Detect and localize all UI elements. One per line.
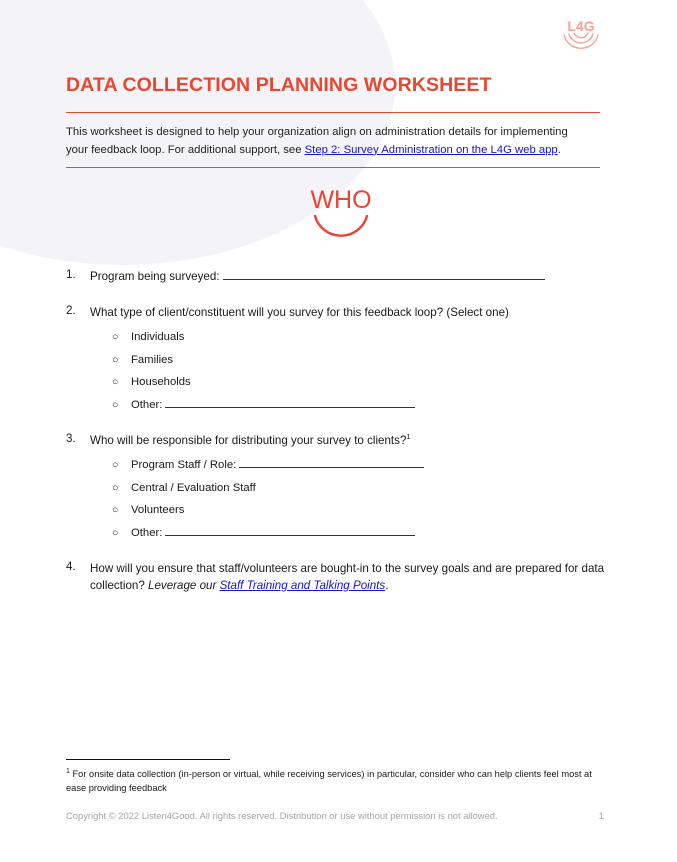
- question-3-text: Who will be responsible for distributing your survey to clients?$^1$: [90, 432, 411, 447]
- copyright-text: Copyright © 2022 Listen4Good. All rights reserved. Distribution or use without permission is not allowed.: [66, 810, 498, 821]
- footnote: [66, 768, 596, 795]
- footnote-number: 1: [66, 767, 70, 775]
- svg-text:WHO: WHO: [310, 186, 372, 214]
- option-other-blank-line[interactable]: [165, 397, 415, 408]
- question-1-text: Program being surveyed:: [90, 268, 606, 285]
- radio-circle-icon[interactable]: ○: [112, 481, 119, 494]
- footnote-separator: [66, 759, 230, 760]
- option-central-evaluation-staff[interactable]: [112, 480, 606, 496]
- radio-circle-icon[interactable]: ○: [112, 331, 119, 343]
- question-1-blank-line[interactable]: [223, 269, 545, 280]
- question-3-options: [66, 457, 606, 541]
- option-other-q2[interactable]: [112, 397, 606, 413]
- question-1-number: 1.: [66, 268, 76, 281]
- question-3-number: 3.: [66, 432, 76, 445]
- option-label: Other:: [131, 526, 163, 539]
- question-2-number: 2.: [66, 304, 76, 317]
- question-4-number: 4.: [66, 560, 76, 573]
- radio-circle-icon[interactable]: ○: [112, 504, 119, 516]
- page-footer: [66, 810, 604, 821]
- question-2-text: What type of client/constituent will you survey for this feedback loop? (Select one): [90, 306, 509, 319]
- radio-circle-icon[interactable]: ○: [112, 526, 119, 539]
- option-other-q3[interactable]: [112, 525, 606, 541]
- option-program-staff-role[interactable]: [112, 457, 606, 473]
- page-number: 1: [598, 810, 604, 821]
- question-4: [66, 560, 606, 594]
- option-other-blank-line[interactable]: [165, 525, 415, 536]
- staff-training-link[interactable]: Staff Training and Talking Points: [219, 579, 386, 592]
- intro-text-tail: .: [557, 143, 561, 156]
- option-label: Families: [131, 353, 174, 366]
- question-4-tail: .: [385, 579, 389, 592]
- question-4-text: How will you ensure that staff/volunteers are bought-in to the survey goals and are prepared for data collection? Leverage our Staff Training and Talking Points.: [90, 562, 605, 592]
- option-individuals[interactable]: [112, 329, 606, 345]
- question-3: [66, 432, 606, 547]
- divider-bottom: [66, 167, 600, 168]
- page-title: DATA COLLECTION PLANNING WORKSHEET: [66, 74, 492, 96]
- option-label: Volunteers: [131, 504, 185, 516]
- who-smile-mark: [305, 182, 377, 244]
- radio-circle-icon[interactable]: ○: [112, 398, 119, 411]
- question-2: [66, 304, 606, 419]
- intro-paragraph: [66, 124, 586, 159]
- option-label: Individuals: [131, 331, 185, 343]
- svg-text:L4G: L4G: [567, 18, 595, 34]
- option-label: Program Staff / Role:: [131, 459, 237, 471]
- radio-circle-icon[interactable]: ○: [112, 376, 119, 388]
- web-app-link[interactable]: Step 2: Survey Administration on the L4G web app: [304, 143, 558, 156]
- option-role-blank-line[interactable]: [239, 457, 424, 468]
- footnote-marker: 1: [406, 432, 411, 442]
- question-2-options: [66, 329, 606, 413]
- radio-circle-icon[interactable]: ○: [112, 353, 119, 366]
- option-label: Other:: [131, 398, 163, 411]
- question-1: [66, 268, 606, 285]
- option-volunteers[interactable]: [112, 502, 606, 518]
- intro-text-lead: This worksheet is designed to help your organization align on administration details for implementing your feedback loop. For additional support, see: [66, 126, 568, 156]
- option-label: Central / Evaluation Staff: [131, 481, 256, 494]
- divider-top: [66, 112, 600, 113]
- option-households[interactable]: [112, 374, 606, 390]
- l4g-logo: [557, 14, 605, 60]
- option-label: Households: [131, 376, 191, 388]
- option-families[interactable]: [112, 352, 606, 368]
- footnote-text: For onsite data collection (in-person or virtual, while receiving services) in particular, consider who can help clients feel most at ease providing feedback: [66, 769, 592, 793]
- question-4-italic-lead: Leverage our: [148, 579, 220, 592]
- radio-circle-icon[interactable]: ○: [112, 459, 119, 471]
